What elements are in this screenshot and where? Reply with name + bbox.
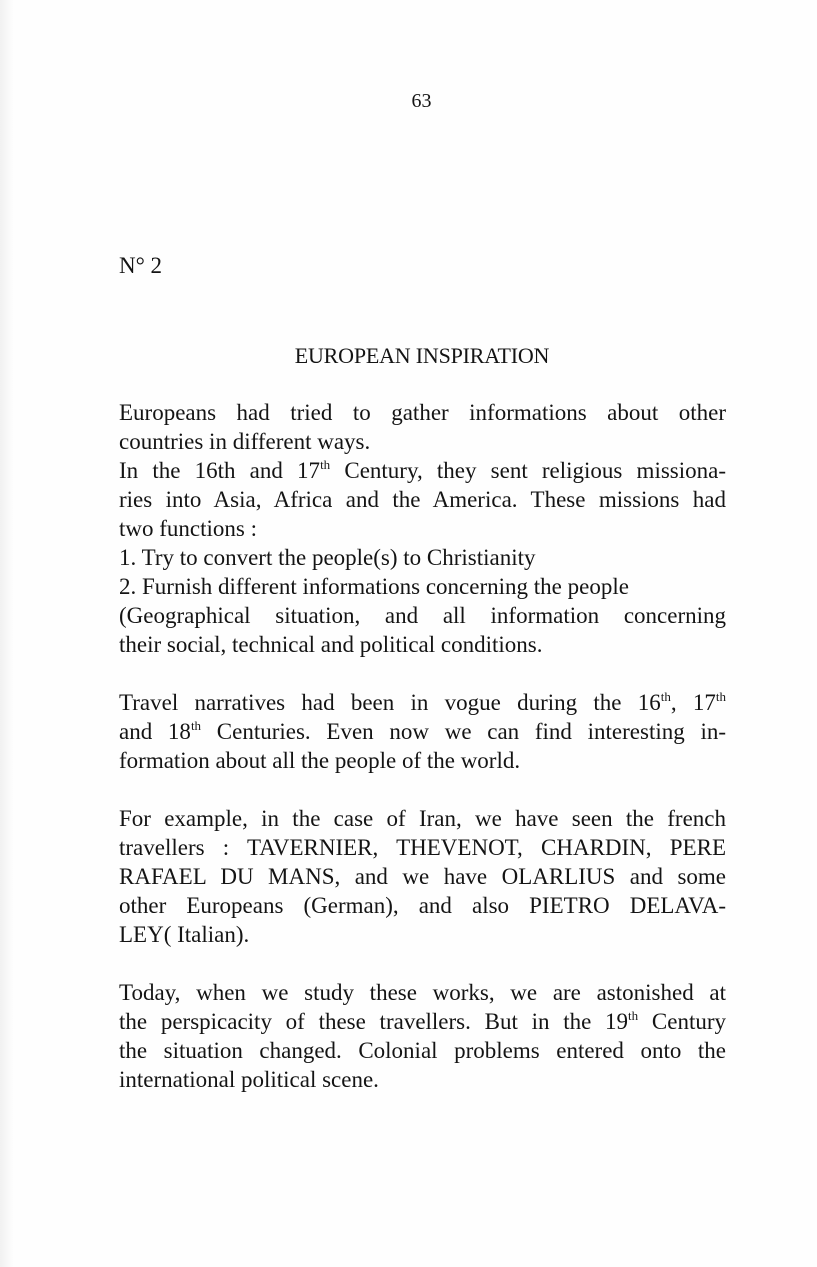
list-item: 1. Try to convert the people(s) to Christianity [119, 545, 536, 570]
superscript: th [628, 1008, 639, 1023]
text-line: RAFAEL DU MANS, and we have OLARLIUS and some [119, 864, 726, 889]
paragraph [119, 978, 726, 1094]
paragraph [119, 688, 726, 775]
text-line: formation about all the people of the world. [119, 748, 521, 773]
text-line: (Geographical situation, and all information concerning [119, 603, 726, 628]
text-line: and 18th Centuries. Even now we can find interesting in- [119, 718, 726, 744]
text-line: countries in different ways. [119, 429, 371, 454]
page-number: 63 [411, 90, 432, 112]
text-line: their social, technical and political conditions. [119, 632, 543, 657]
document-number: N° 2 [119, 253, 163, 278]
body-text [119, 398, 726, 1094]
text-line: the situation changed. Colonial problems entered onto the [119, 1038, 726, 1063]
text-line: ries into Asia, Africa and the America. These missions had [119, 487, 726, 512]
text-line: Today, when we study these works, we are astonished at [119, 980, 726, 1005]
text-line: two functions : [119, 516, 257, 541]
text-line: the perspicacity of these travellers. But in the 19th Century [119, 1008, 726, 1034]
superscript: th [715, 689, 726, 704]
superscript: th [190, 718, 202, 733]
superscript: th [320, 457, 331, 472]
text-line: LEY( Italian). [119, 922, 250, 947]
paragraph [119, 804, 726, 949]
text-line: Europeans had tried to gather informations about other [119, 400, 726, 425]
section-title: EUROPEAN INSPIRATION [294, 343, 550, 368]
text-line: travellers : TAVERNIER, THEVENOT, CHARDIN, PERE [119, 835, 726, 860]
paragraph [119, 398, 726, 659]
text-line: international political scene. [119, 1067, 379, 1092]
text-line: In the 16th and 17th Century, they sent religious missiona- [119, 457, 726, 483]
text-line: Travel narratives had been in vogue during the 16th, 17th [119, 689, 726, 715]
text-line: other Europeans (German), and also PIETRO DELAVA- [119, 893, 726, 918]
scan-edge-shadow [0, 0, 14, 1267]
list-item: 2. Furnish different informations concerning the people [119, 574, 629, 599]
text-line: For example, in the case of Iran, we have seen the french [119, 806, 726, 831]
superscript: th [660, 689, 671, 704]
